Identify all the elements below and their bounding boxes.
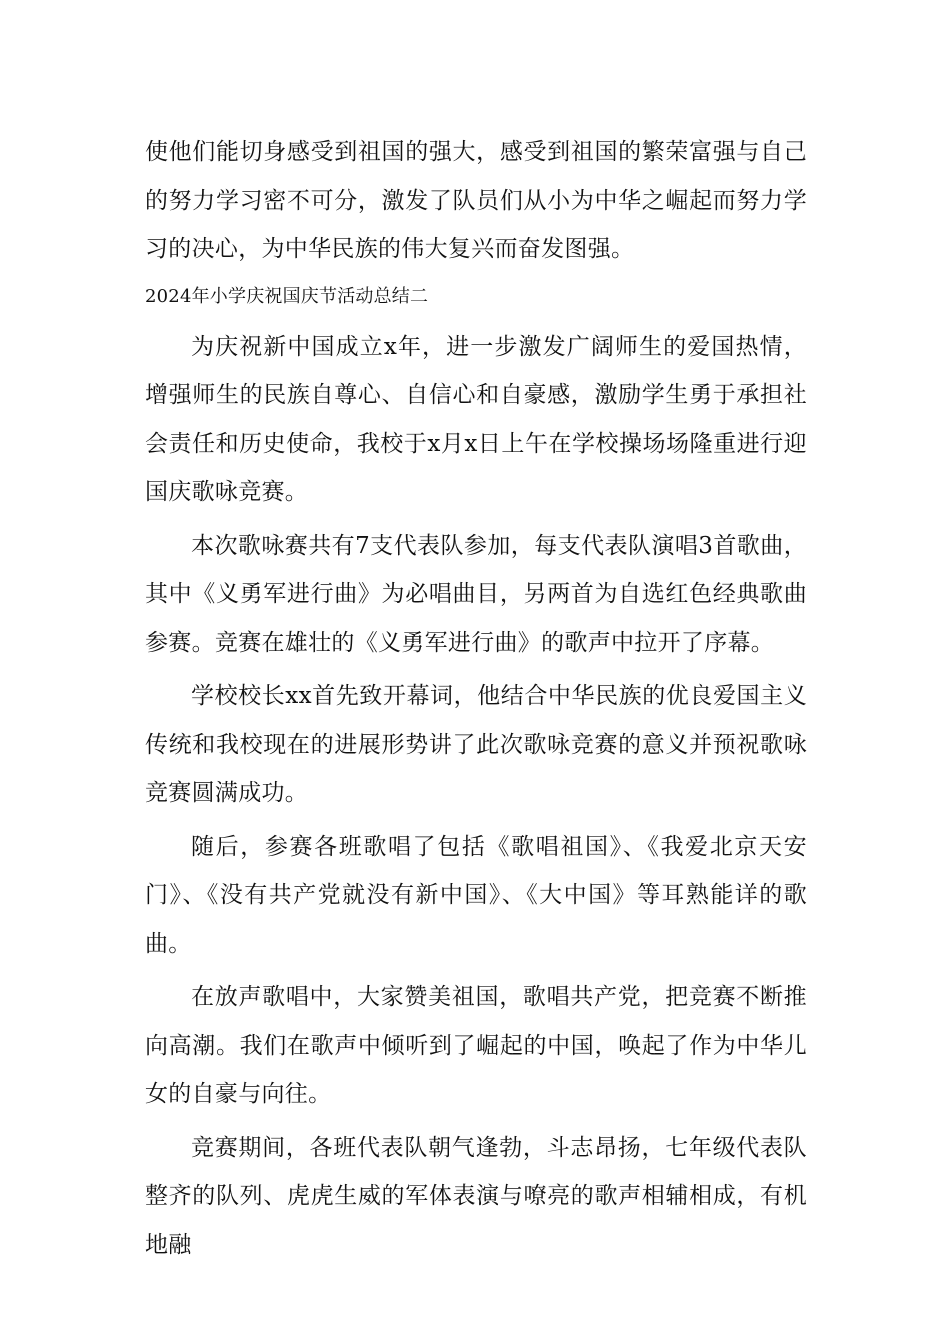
section-heading: 2024年小学庆祝国庆节活动总结二 — [145, 285, 429, 307]
paragraph-songs: 随后，参赛各班歌唱了包括《歌唱祖国》、《我爱北京天安门》、《没有共产党就没有新中国》、《大中国》等耳熟能详的歌曲。 — [145, 833, 807, 957]
document-page — [145, 128, 807, 1269]
paragraph-singing: 在放声歌唱中，大家赞美祖国，歌唱共产党，把竞赛不断推向高潮。我们在歌声中倾听到了崛起的中国，唤起了作为中华儿女的自豪与向往。 — [145, 984, 807, 1107]
paragraph-competition: 竞赛期间，各班代表队朝气逢勃，斗志昂扬，七年级代表队整齐的队列、虎虎生威的军体表演与嘹亮的歌声相辅相成，有机地融 — [145, 1134, 807, 1258]
paragraph-opening-speech: 学校校长xx首先致开幕词，他结合中华民族的优良爱国主义传统和我校现在的进展形势讲了此次歌咏竞赛的意义并预祝歌咏竞赛圆满成功。 — [145, 683, 807, 806]
paragraph-intro: 为庆祝新中国成立x年，进一步激发广阔师生的爱国热情，增强师生的民族自尊心、自信心和自豪感，激励学生勇于承担社会责任和历史使命，我校于x月x日上午在学校操场场隆重进行迎国庆歌咏竞赛。 — [145, 333, 807, 505]
paragraph-teams: 本次歌咏赛共有7支代表队参加，每支代表队演唱3首歌曲，其中《义勇军进行曲》为必唱曲目，另两首为自选红色经典歌曲参赛。竞赛在雄壮的《义勇军进行曲》的歌声中拉开了序幕。 — [145, 532, 807, 656]
paragraph-continuation: 使他们能切身感受到祖国的强大，感受到祖国的繁荣富强与自己的努力学习密不可分，激发了队员们从小为中华之崛起而努力学习的决心，为中华民族的伟大复兴而奋发图强。 — [145, 139, 807, 262]
